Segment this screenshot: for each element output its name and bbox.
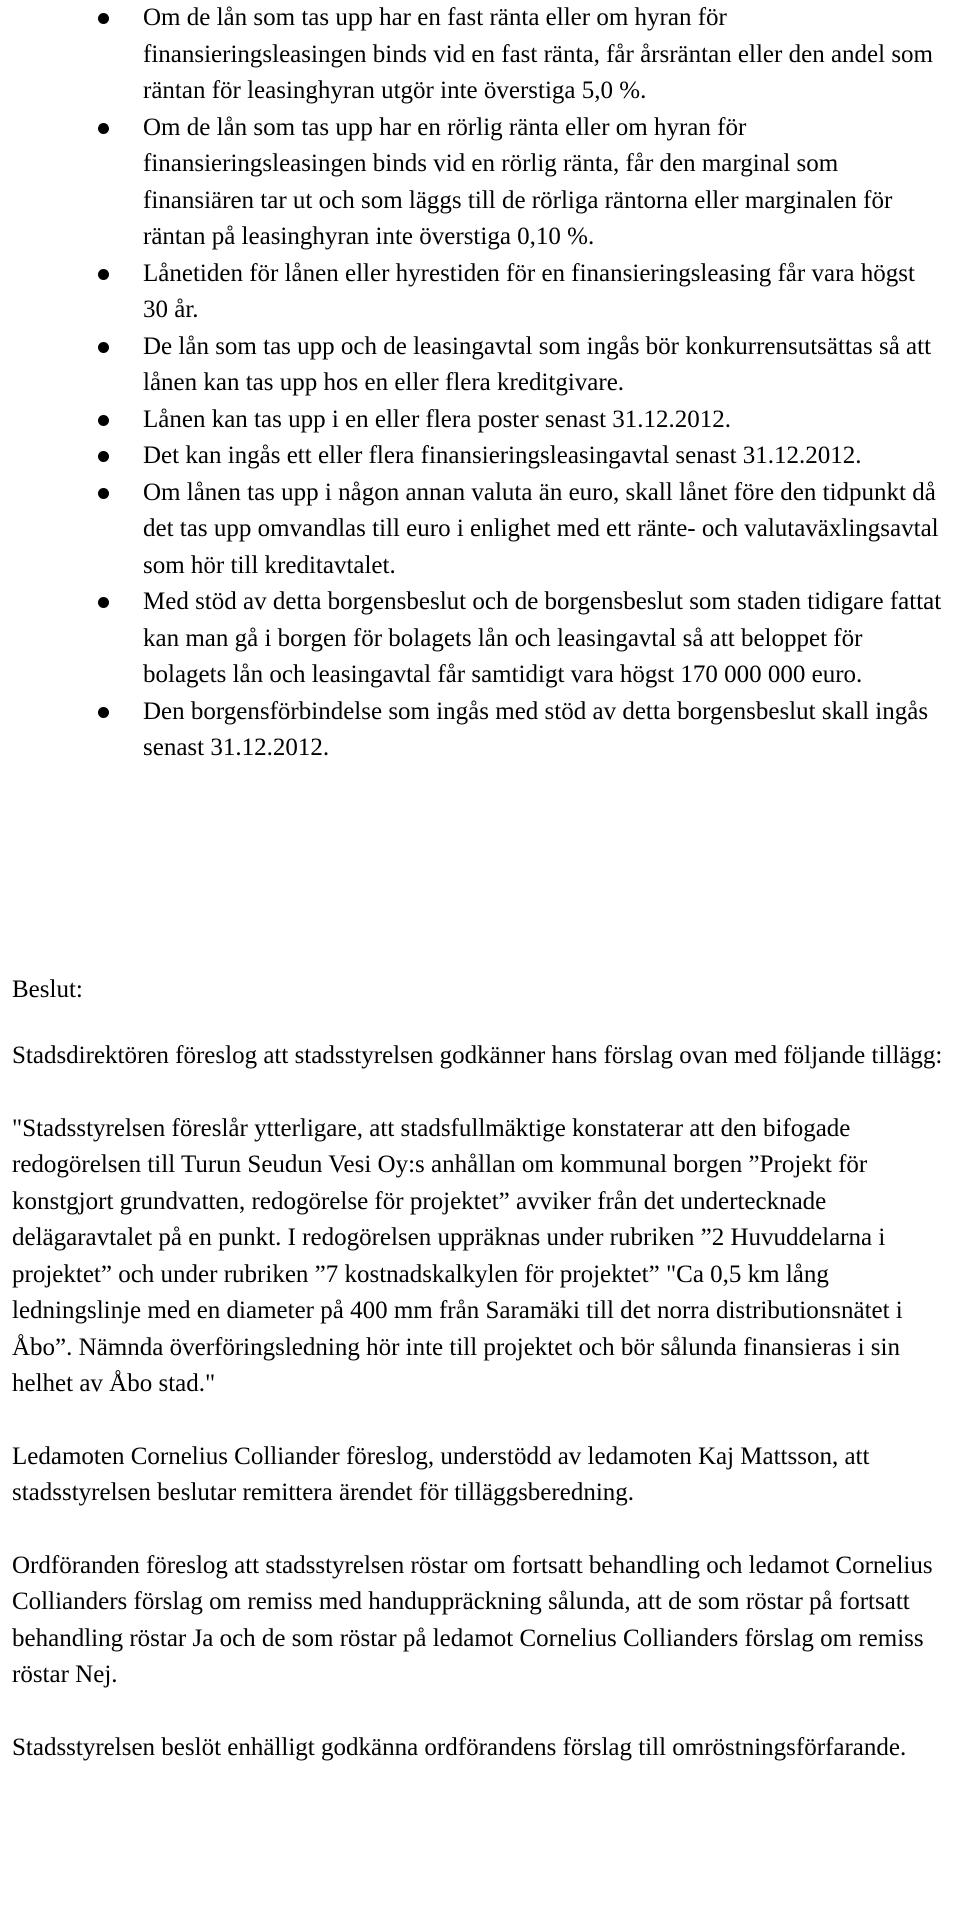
conditions-list (0, 0, 960, 767)
bullet-icon (98, 597, 109, 608)
bullet-icon (98, 415, 109, 426)
condition-item (0, 0, 960, 110)
condition-text: Lånetiden för lånen eller hyrestiden för en finansieringsleasing får vara högst 30 år. (143, 259, 915, 323)
condition-text: De lån som tas upp och de leasingavtal som ingås bör konkurrensutsättas så att lånen kan tas upp hos en eller flera kreditgivare. (143, 332, 932, 396)
bullet-icon (98, 707, 109, 718)
decision-label: Beslut: (12, 976, 83, 1003)
condition-item (0, 402, 960, 439)
condition-text: Med stöd av detta borgensbeslut och de borgensbeslut som staden tidigare fattat kan man gå i borgen för bolagets lån och leasingavtal så att beloppet för bolagets lån och leasingavtal får samtidigt vara högst 170 000 000 euro. (143, 588, 942, 688)
condition-text: Om lånen tas upp i någon annan valuta än euro, skall lånet före den tidpunkt då det tas upp omvandlas till euro i enlighet med ett ränte- och valutaväxlingsavtal som hör till kreditavtalet. (143, 478, 939, 579)
bullet-icon (98, 123, 109, 134)
condition-item (0, 694, 960, 767)
decision-body (12, 1038, 952, 1802)
remiss-proposal-paragraph: Ledamoten Cornelius Colliander föreslog, understödd av ledamoten Kaj Mattsson, att stadsstyrelsen beslutar remittera ärendet för tilläggsberedning. (12, 1442, 870, 1506)
condition-text: Lånen kan tas upp i en eller flera poster senast 31.12.2012. (143, 405, 732, 433)
condition-item (0, 584, 960, 694)
condition-item (0, 475, 960, 585)
bullet-icon (98, 451, 109, 462)
proposal-paragraph: Stadsdirektören föreslog att stadsstyrelsen godkänner hans förslag ovan med följande tillägg: (12, 1042, 943, 1069)
addition-quote-paragraph: "Stadsstyrelsen föreslår ytterligare, att stadsfullmäktige konstaterar att den bifogade redogörelsen till Turun Seudun Vesi Oy:s anhållan om kommunal borgen ”Projekt för konstgjort grundvatten, redogörelse för projektet” avviker från det undertecknade delägaravtalet på en punkt. I redogörelsen uppräknas under rubriken ”2 Huvuddelarna i projektet” och under rubriken ”7 kostnadskalkylen för projektet” "Ca 0,5 km lång ledningslinje med en diameter på 400 mm från Saramäki till det norra distributionsnätet i Åbo”. Nämnda överföringsledning hör inte till projektet och bör sålunda finansieras i sin helhet av Åbo stad." (12, 1114, 903, 1397)
condition-text: Om de lån som tas upp har en fast ränta eller om hyran för finansieringsleasingen binds vid en fast ränta, får årsräntan eller den andel som räntan för leasinghyran utgör inte överstiga 5,0 %. (143, 4, 934, 104)
bullet-icon (98, 269, 109, 280)
condition-item (0, 329, 960, 402)
decision-paragraph: Stadsstyrelsen beslöt enhälligt godkänna ordförandens förslag till omröstningsförfarande. (12, 1733, 907, 1761)
condition-item (0, 110, 960, 256)
bullet-icon (98, 342, 109, 353)
bullet-icon (98, 13, 109, 24)
condition-item (0, 438, 960, 475)
condition-text: Om de lån som tas upp har en rörlig ränta eller om hyran för finansieringsleasingen binds vid en rörlig ränta, får den marginal som finansiären tar ut och som läggs till de rörliga räntorna eller marginalen för räntan på leasinghyran inte överstiga 0,10 %. (143, 113, 893, 250)
condition-item (0, 256, 960, 329)
condition-text: Det kan ingås ett eller flera finansieringsleasingavtal senast 31.12.2012. (143, 442, 862, 469)
chair-proposal-paragraph: Ordföranden föreslog att stadsstyrelsen röstar om fortsatt behandling och ledamot Cornelius Collianders förslag om remiss med handuppräckning sålunda, att de som röstar på fortsatt behandling röstar Ja och de som röstar på ledamot Cornelius Collianders förslag om remiss röstar Nej. (12, 1551, 933, 1688)
condition-text: Den borgensförbindelse som ingås med stöd av detta borgensbeslut skall ingås senast 31.12.2012. (143, 697, 929, 761)
bullet-icon (98, 488, 109, 499)
